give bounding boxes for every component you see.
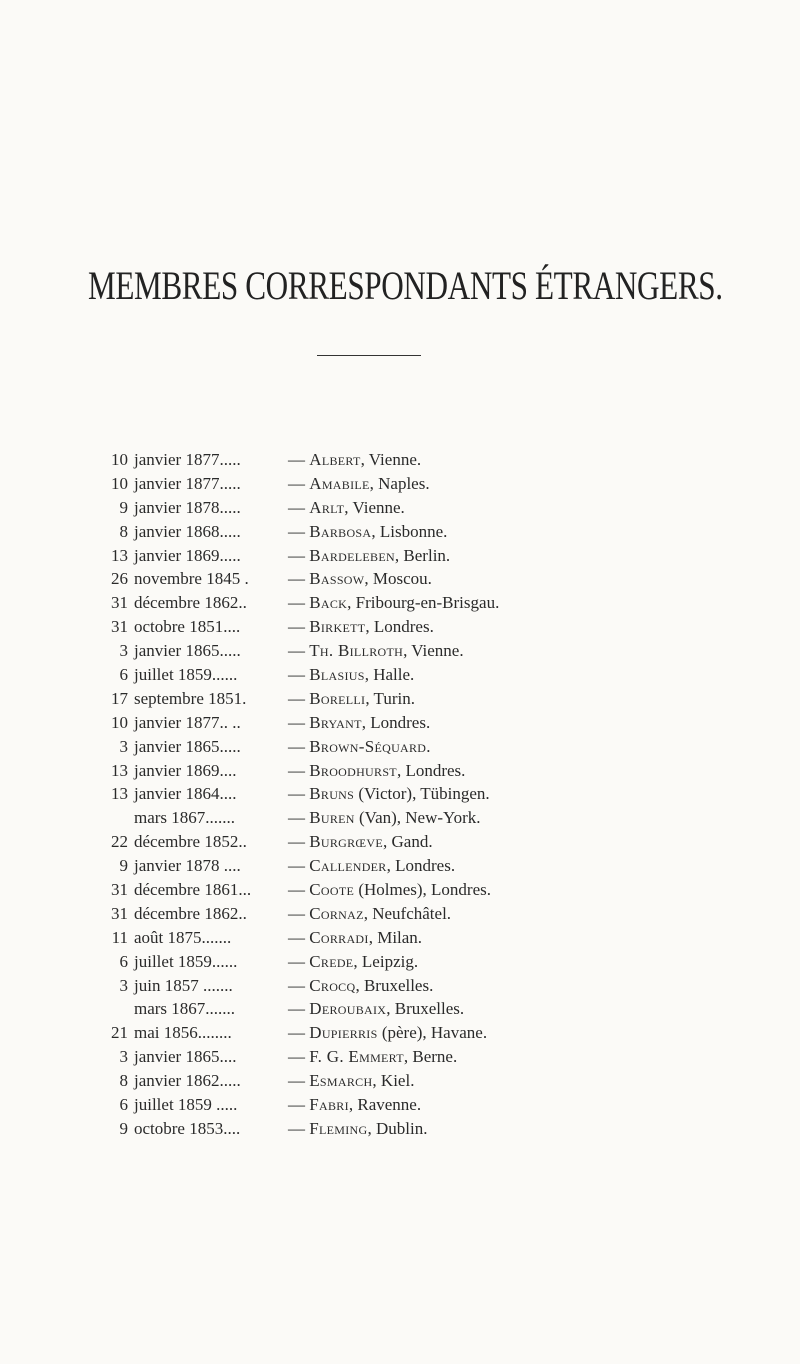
member-entry: — Burgrœve, Gand. [288, 832, 433, 852]
member-location: , Gand. [383, 832, 433, 852]
member-date [102, 448, 241, 472]
member-location: . [426, 736, 431, 756]
member-month-year: octobre 1851.... [134, 617, 241, 637]
member-location: , Bruxelles. [386, 999, 465, 1019]
member-entry: — Amabile, Naples. [288, 473, 430, 493]
member-location: , Milan. [368, 927, 423, 947]
member-day: 13 [111, 784, 128, 804]
member-entry: — Albert, Vienne. [288, 450, 422, 469]
member-name: Bassow [309, 569, 365, 589]
member-date [102, 663, 237, 687]
member-day: 3 [119, 641, 128, 661]
member-name: Brown-Séquard [309, 736, 427, 756]
member-date [102, 854, 241, 878]
member-date [102, 1069, 241, 1093]
member-name: Esmarch [309, 1071, 373, 1091]
member-name: Arlt [309, 497, 345, 517]
member-day: 3 [119, 975, 128, 995]
member-day: 31 [111, 903, 128, 923]
list-item [0, 782, 800, 806]
member-day: 21 [111, 1023, 128, 1043]
member-location: , Londres. [396, 760, 466, 780]
member-entry: — Crocq, Bruxelles. [288, 975, 434, 995]
member-date [102, 591, 247, 615]
member-month-year: novembre 1845 . [134, 569, 249, 589]
member-day: 8 [119, 1071, 128, 1091]
list-item [0, 759, 800, 783]
member-entry: — Buren (Van), New-York. [288, 808, 481, 828]
member-day: 31 [111, 880, 128, 900]
member-list [0, 448, 800, 1141]
member-name: Amabile [309, 473, 370, 493]
member-month-year: janvier 1865..... [134, 641, 241, 661]
list-item [0, 735, 800, 759]
list-item [0, 544, 800, 568]
member-month-year: juillet 1859...... [134, 951, 238, 971]
member-day: 6 [119, 951, 128, 971]
member-location: , Londres. [361, 712, 431, 732]
member-month-year: janvier 1865..... [134, 736, 241, 756]
member-month-year: décembre 1862.. [134, 903, 247, 923]
member-date [102, 830, 247, 854]
member-month-year: janvier 1878..... [134, 497, 241, 517]
member-entry: — Crede, Leipzig. [288, 951, 419, 971]
member-entry: — Esmarch, Kiel. [288, 1071, 415, 1091]
member-name: Deroubaix [309, 999, 387, 1019]
member-entry: — Corradi, Milan. [288, 927, 423, 947]
member-date [102, 1117, 240, 1141]
member-month-year: octobre 1853.... [134, 1118, 241, 1138]
member-month-year: janvier 1877..... [134, 473, 241, 493]
member-date [102, 520, 241, 544]
member-location: , Vienne. [344, 497, 405, 517]
member-month-year: mars 1867....... [134, 808, 236, 828]
member-month-year: juillet 1859 ..... [134, 1095, 238, 1115]
member-day: 10 [111, 450, 128, 469]
member-location: , Leipzig. [353, 951, 419, 971]
member-location: , Vienne. [403, 641, 464, 661]
member-day: 9 [119, 1118, 128, 1138]
member-date [102, 759, 236, 783]
member-name: Fleming [309, 1118, 368, 1138]
member-entry: — Barbosa, Lisbonne. [288, 521, 448, 541]
member-day: 31 [111, 617, 128, 637]
member-location: , Berlin. [394, 545, 451, 565]
member-name: Burgrœve [309, 832, 383, 852]
member-date [102, 735, 241, 759]
member-entry: — Borelli, Turin. [288, 688, 415, 708]
member-entry: — Brown-Séquard. [288, 736, 431, 756]
member-name: Th. Billroth [309, 641, 404, 661]
list-item [0, 1093, 800, 1117]
member-date [102, 496, 241, 520]
member-date [102, 544, 241, 568]
list-item [0, 902, 800, 926]
member-month-year: décembre 1862.. [134, 593, 247, 613]
member-entry: — Th. Billroth, Vienne. [288, 641, 464, 661]
member-entry: — Fleming, Dublin. [288, 1118, 428, 1138]
member-date [102, 1045, 236, 1069]
list-item [0, 591, 800, 615]
list-item [0, 567, 800, 591]
member-date [102, 567, 249, 591]
list-item [0, 950, 800, 974]
list-item [0, 448, 800, 472]
member-entry: — Bassow, Moscou. [288, 569, 432, 589]
member-location: , Lisbonne. [371, 521, 448, 541]
member-name: Coote [309, 880, 355, 900]
member-location: , Londres. [365, 617, 434, 637]
member-location: , Neufchâtel. [363, 903, 452, 923]
member-month-year: mai 1856........ [134, 1023, 232, 1043]
list-item [0, 830, 800, 854]
member-location: (père), Havane. [377, 1023, 488, 1043]
member-location: , Londres. [386, 856, 456, 876]
member-name: Crede [309, 951, 354, 971]
member-date [102, 997, 235, 1021]
list-item [0, 639, 800, 663]
member-location: , Halle. [364, 665, 415, 685]
member-date [102, 615, 240, 639]
member-entry: — Cornaz, Neufchâtel. [288, 903, 452, 923]
member-month-year: juin 1857 ....... [134, 975, 233, 995]
list-item [0, 1069, 800, 1093]
member-month-year: janvier 1878 .... [134, 856, 241, 876]
member-day: 13 [111, 760, 128, 780]
list-item [0, 974, 800, 998]
member-entry: — Dupierris (père), Havane. [288, 1023, 488, 1043]
member-name: Birkett [309, 617, 366, 637]
member-name: Corradi [309, 927, 369, 947]
list-item [0, 615, 800, 639]
member-entry: — F. G. Emmert, Berne. [288, 1047, 458, 1067]
member-day: 31 [111, 593, 128, 613]
member-month-year: janvier 1877..... [134, 450, 241, 469]
member-day: 3 [119, 1047, 128, 1067]
member-month-year: septembre 1851. [134, 688, 247, 708]
member-entry: — Deroubaix, Bruxelles. [288, 999, 465, 1019]
member-entry: — Back, Fribourg-en-Brisgau. [288, 593, 500, 613]
member-month-year: janvier 1869..... [134, 545, 241, 565]
member-location: , Ravenne. [348, 1095, 422, 1115]
member-location: , Turin. [365, 688, 415, 708]
member-name: Bryant [309, 712, 362, 732]
member-day: 9 [119, 497, 128, 517]
member-day: 3 [119, 736, 128, 756]
member-date [102, 711, 241, 735]
member-entry: — Bardeleben, Berlin. [288, 545, 451, 565]
list-item [0, 878, 800, 902]
list-item [0, 520, 800, 544]
member-entry: — Coote (Holmes), Londres. [288, 880, 492, 900]
member-entry: — Bruns (Victor), Tübingen. [288, 784, 490, 804]
list-item [0, 854, 800, 878]
member-name: Barbosa [309, 521, 372, 541]
member-date [102, 472, 241, 496]
member-date [102, 782, 236, 806]
member-location: , Vienne. [360, 450, 422, 469]
member-day: 22 [111, 832, 128, 852]
member-location: , Bruxelles. [355, 975, 434, 995]
member-day: 6 [119, 665, 128, 685]
member-name: Bardeleben [309, 545, 395, 565]
member-name: Buren [309, 808, 355, 828]
list-item [0, 926, 800, 950]
member-month-year: janvier 1868..... [134, 521, 241, 541]
list-item [0, 1021, 800, 1045]
member-month-year: décembre 1852.. [134, 832, 247, 852]
list-item [0, 472, 800, 496]
member-name: Back [309, 593, 348, 613]
member-day: 26 [111, 569, 128, 589]
member-date [102, 878, 251, 902]
member-date [102, 1021, 232, 1045]
member-name: Fabri [309, 1095, 349, 1115]
member-location: , Berne. [403, 1047, 458, 1067]
member-entry: — Callender, Londres. [288, 856, 456, 876]
member-month-year: janvier 1877.. .. [134, 712, 241, 732]
member-date [102, 639, 241, 663]
list-item [0, 806, 800, 830]
member-name: F. G. Emmert [309, 1047, 404, 1067]
member-day: 11 [111, 927, 128, 947]
member-month-year: mars 1867....... [134, 999, 236, 1019]
member-name: Bruns [309, 784, 355, 804]
member-location: (Victor), Tübingen. [354, 784, 490, 804]
list-item [0, 663, 800, 687]
member-location: , Moscou. [364, 569, 432, 589]
member-location: (Holmes), Londres. [354, 880, 492, 900]
member-month-year: janvier 1865.... [134, 1047, 237, 1067]
member-location: , Naples. [369, 473, 430, 493]
member-entry: — Arlt, Vienne. [288, 497, 405, 517]
member-date [102, 806, 235, 830]
member-day: 10 [111, 712, 128, 732]
member-date [102, 974, 233, 998]
member-location: , Kiel. [372, 1071, 415, 1091]
member-month-year: janvier 1869.... [134, 760, 237, 780]
member-date [102, 902, 247, 926]
member-entry: — Blasius, Halle. [288, 665, 415, 685]
member-name: Crocq [309, 975, 356, 995]
member-location: , Fribourg-en-Brisgau. [347, 593, 500, 613]
member-day: 6 [119, 1095, 128, 1115]
member-entry: — Fabri, Ravenne. [288, 1095, 422, 1115]
title-divider [317, 355, 421, 356]
member-name: Cornaz [309, 903, 364, 923]
list-item [0, 997, 800, 1021]
member-day: 10 [111, 473, 128, 493]
member-date [102, 1093, 237, 1117]
member-month-year: janvier 1864.... [134, 784, 237, 804]
member-date [102, 950, 237, 974]
member-month-year: janvier 1862..... [134, 1071, 241, 1091]
member-day: 9 [119, 856, 128, 876]
member-date [102, 687, 246, 711]
member-name: Albert [309, 450, 361, 469]
list-item [0, 496, 800, 520]
list-item [0, 1045, 800, 1069]
member-month-year: août 1875....... [134, 927, 232, 947]
member-name: Callender [309, 856, 387, 876]
list-item [0, 711, 800, 735]
member-day: 13 [111, 545, 128, 565]
list-item [0, 687, 800, 711]
member-entry: — Birkett, Londres. [288, 617, 434, 637]
member-location: (Van), New-York. [354, 808, 481, 828]
member-month-year: décembre 1861... [134, 880, 252, 900]
member-date [102, 926, 231, 950]
member-entry: — Broodhurst, Londres. [288, 760, 466, 780]
page-title: MEMBRES CORRESPONDANTS ÉTRANGERS. [88, 263, 723, 308]
member-name: Borelli [309, 688, 366, 708]
member-month-year: juillet 1859...... [134, 665, 238, 685]
member-location: , Dublin. [367, 1118, 428, 1138]
member-name: Broodhurst [309, 760, 397, 780]
member-day: 17 [111, 688, 128, 708]
list-item [0, 1117, 800, 1141]
member-entry: — Bryant, Londres. [288, 712, 431, 732]
member-name: Blasius [309, 665, 365, 685]
member-day: 8 [119, 521, 128, 541]
member-name: Dupierris [309, 1023, 378, 1043]
